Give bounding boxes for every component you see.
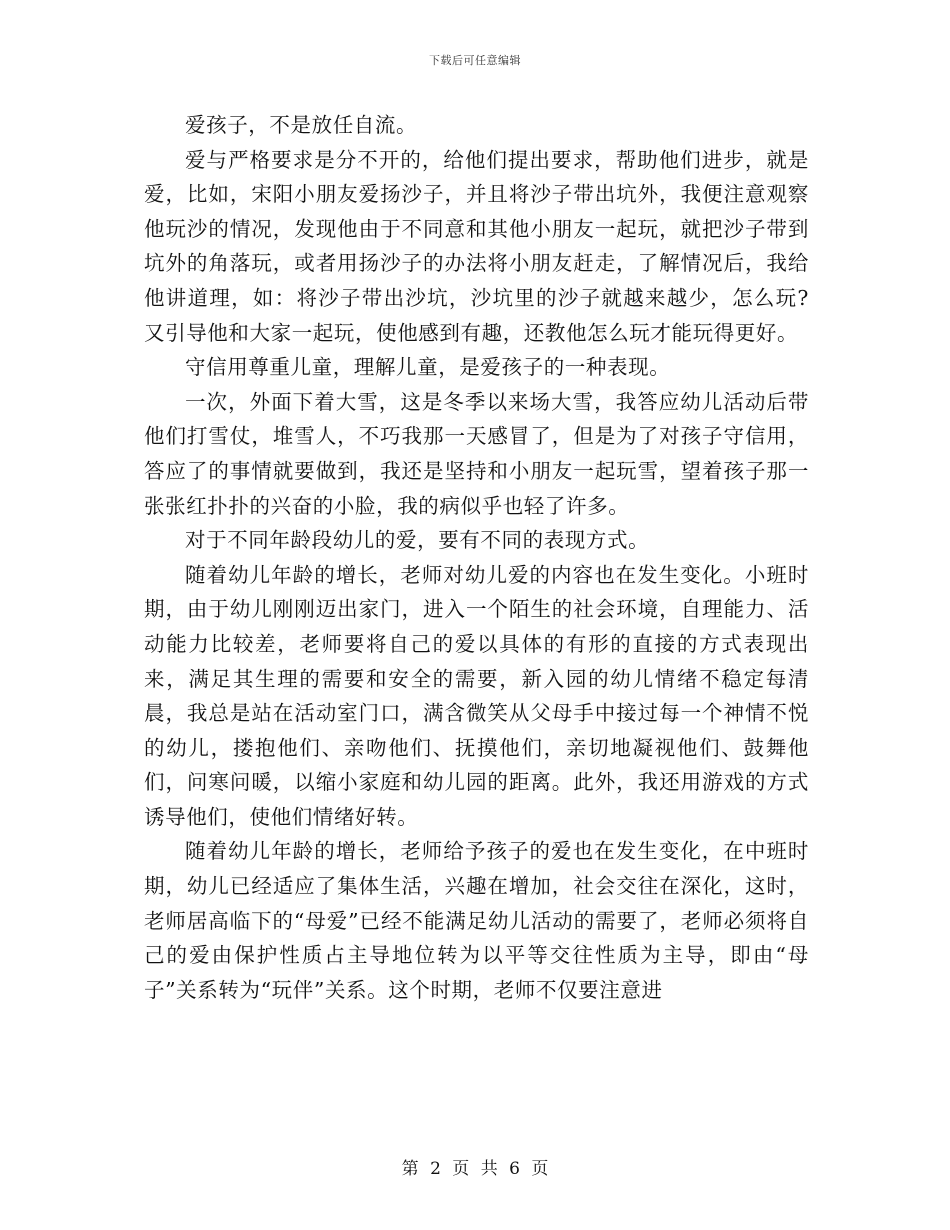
- paragraph: 一次，外面下着大雪，这是冬季以来场大雪，我答应幼儿活动后带他们打雪仗，堆雪人，不巧我那一天感冒了，但是为了对孩子守信用，答应了的事情就要做到，我还是坚持和小朋友一起玩雪，望着孩子那一张张红扑扑的兴奋的小脸，我的病似乎也轻了许多。: [144, 389, 809, 518]
- total-page-count: 6: [509, 1159, 520, 1179]
- paragraph: 守信用尊重儿童，理解儿童，是爱孩子的一种表现。: [185, 355, 671, 380]
- footer-suffix: 页: [531, 1159, 549, 1179]
- paragraph: 爱孩子，不是放任自流。: [185, 113, 418, 137]
- footer-prefix: 第: [401, 1159, 419, 1179]
- footer-total-word: 共: [480, 1159, 498, 1179]
- paragraph: 随着幼儿年龄的增长，老师对幼儿爱的内容也在发生变化。小班时期，由于幼儿刚刚迈出家门，进入一个陌生的社会环境，自理能力、活动能力比较差，老师要将自己的爱以具体的有形的直接的方式表现出来，满足其生理的需要和安全的需要，新入园的幼儿情绪不稳定每清晨，我总是站在活动室门口，满含微笑从父母手中接过每一个神情不悦的幼儿，搂抱他们、亲吻他们、抚摸他们，亲切地凝视他们、鼓舞他们，问寒问暖，以缩小家庭和幼儿园的距离。此外，我还用游戏的方式诱导他们，使他们情绪好转。: [144, 562, 809, 829]
- document-body: [144, 108, 809, 1007]
- paragraph: 随着幼儿年龄的增长，老师给予孩子的爱也在发生变化，在中班时期，幼儿已经适应了集体生活，兴趣在增加，社会交往在深化，这时，老师居高临下的“母爱”已经不能满足幼儿活动的需要了，老师必须将自己的爱由保护性质占主导地位转为以平等交往性质为主导，即由“母子”关系转为“玩伴”关系。这个时期，老师不仅要注意进: [144, 839, 809, 1002]
- page-header: 下载后可任意编辑: [429, 54, 521, 67]
- page-number-footer: [0, 1154, 950, 1179]
- footer-page-word: 页: [452, 1159, 470, 1179]
- paragraph: 爱与严格要求是分不开的，给他们提出要求，帮助他们进步，就是爱，比如，宋阳小朋友爱扬沙子，并且将沙子带出坑外，我便注意观察他玩沙的情况，发现他由于不同意和其他小朋友一起玩，就把沙子带到坑外的角落玩，或者用扬沙子的办法将小朋友赶走，了解情况后，我给他讲道理，如：将沙子带出沙坑，沙坑里的沙子就越来越少，怎么玩?又引导他和大家一起玩，使他感到有趣，还教他怎么玩才能玩得更好。: [144, 147, 809, 345]
- paragraph: 对于不同年龄段幼儿的爱，要有不同的表现方式。: [185, 528, 650, 553]
- current-page-number: 2: [430, 1159, 441, 1179]
